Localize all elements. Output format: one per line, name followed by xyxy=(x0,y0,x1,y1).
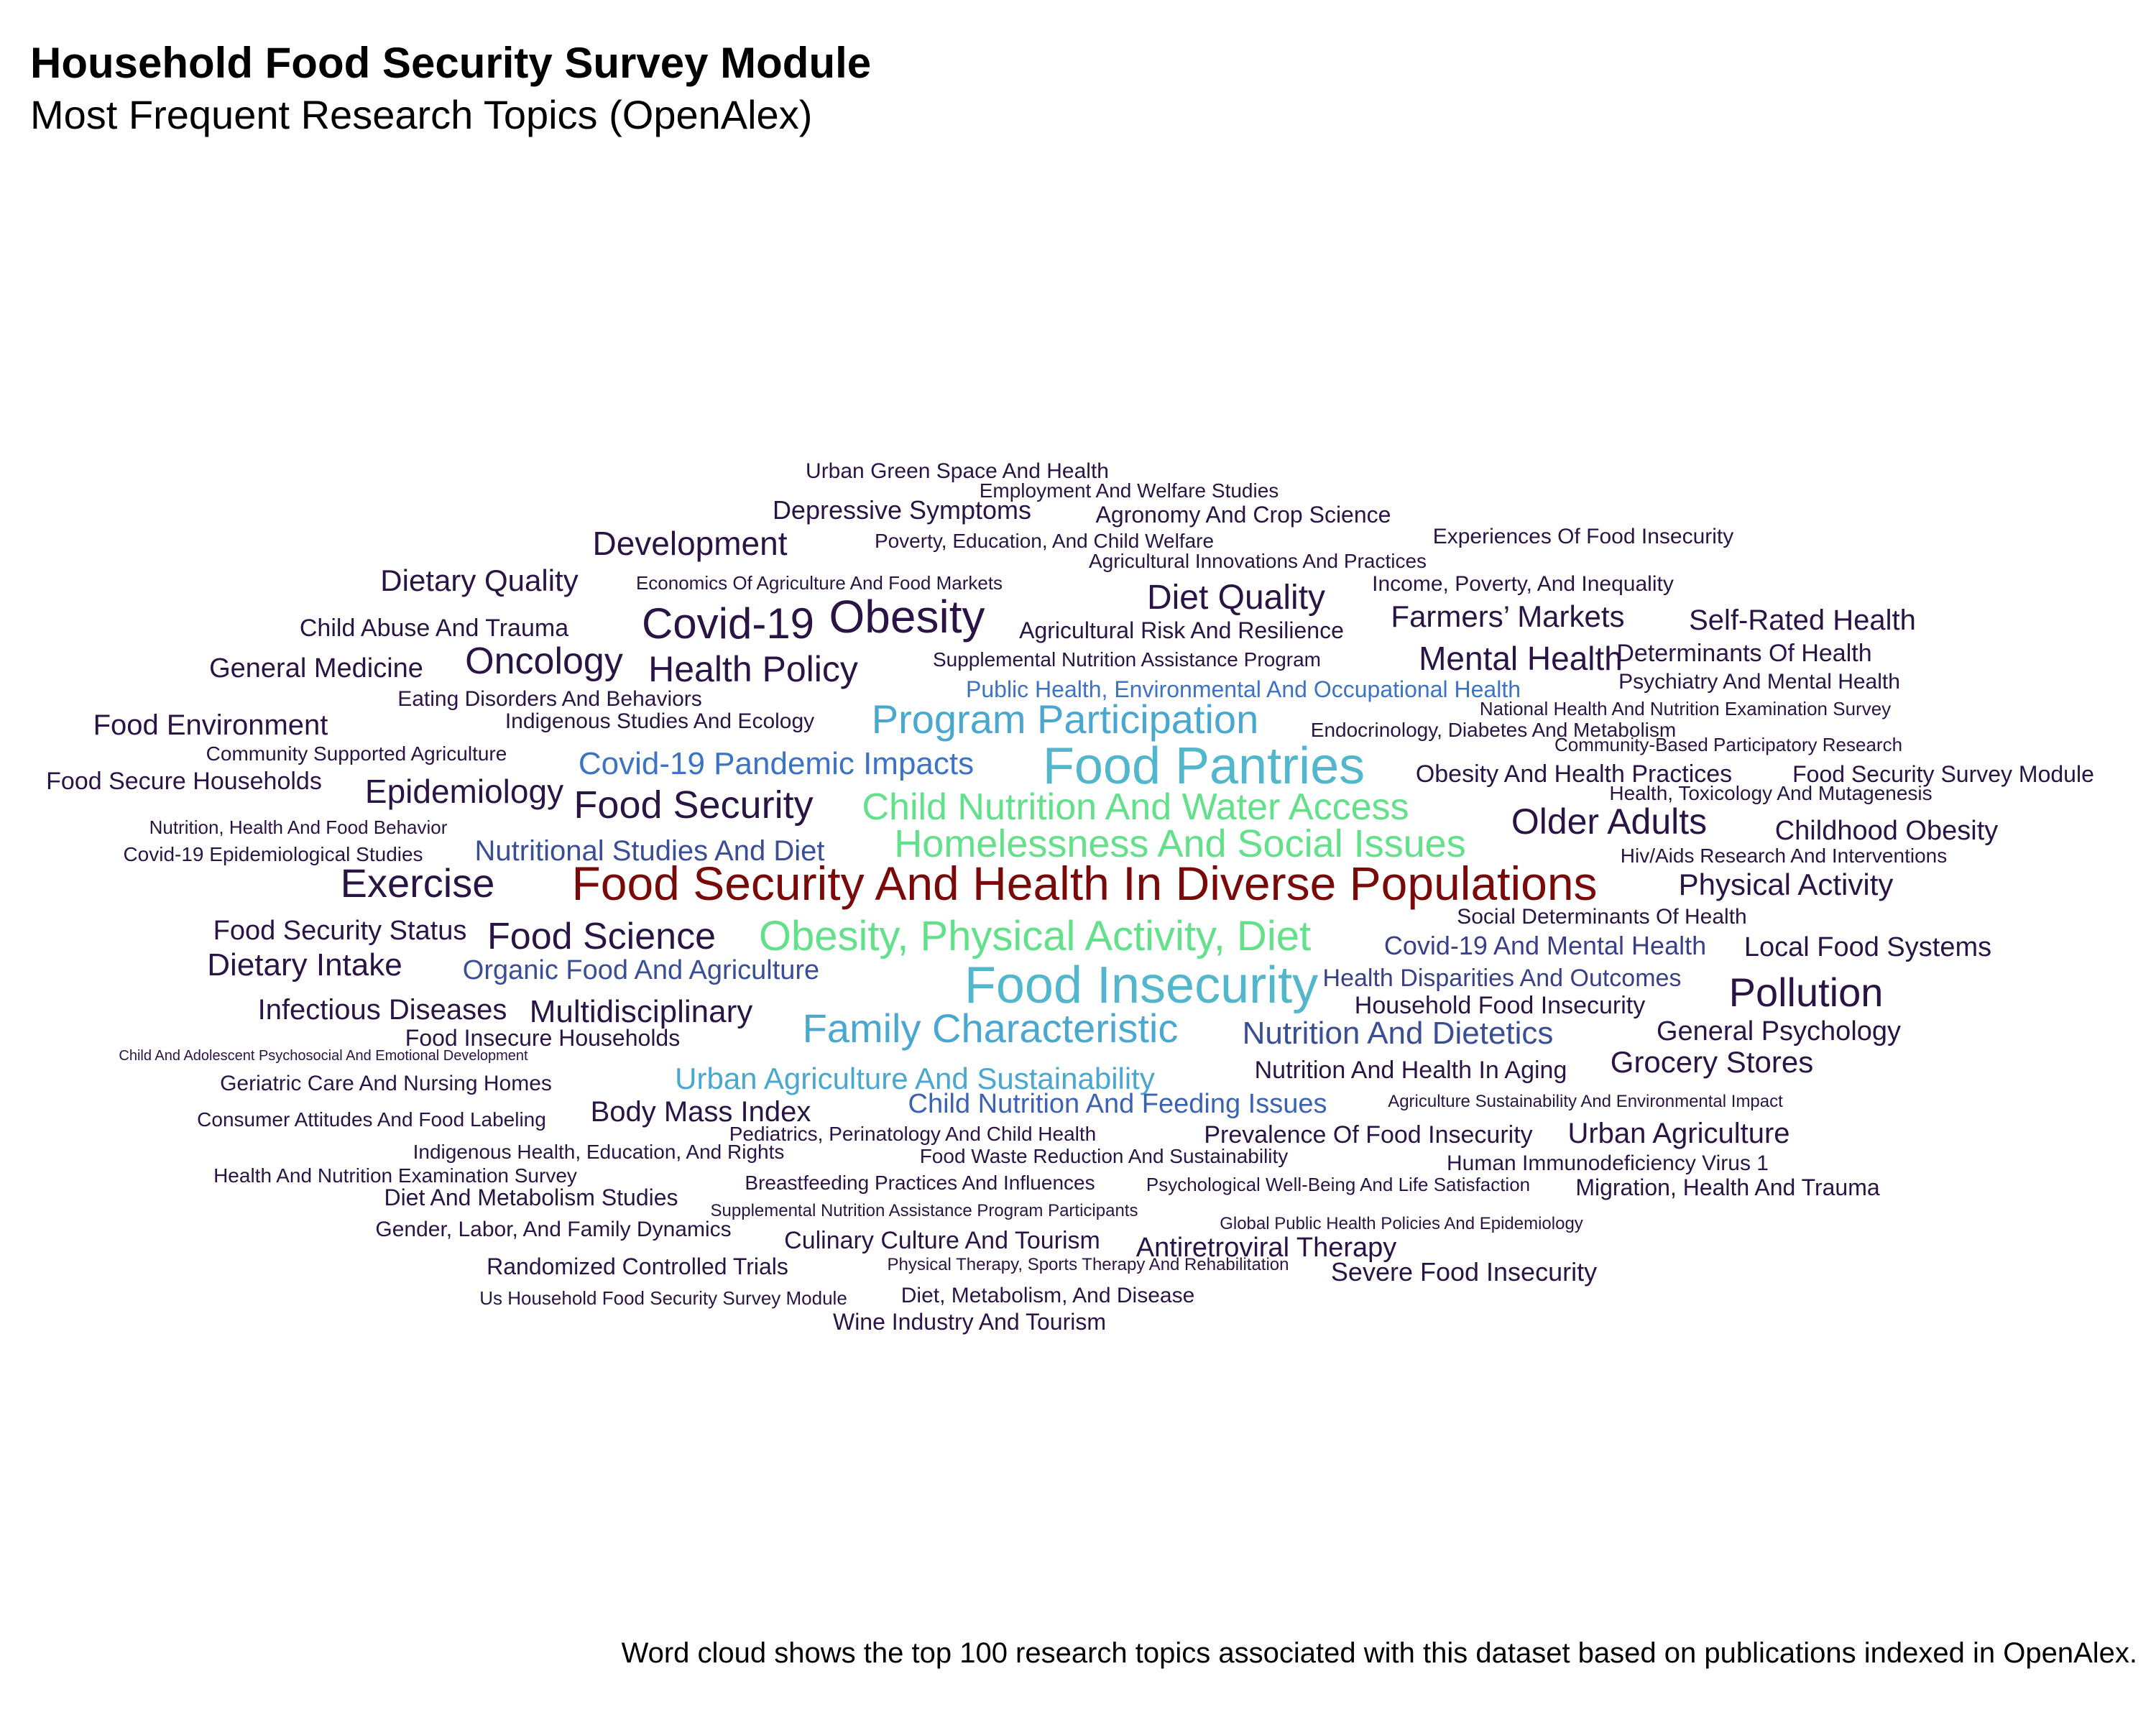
word-food-security-survey-module: Food Security Survey Module xyxy=(1792,761,2094,787)
word-nutrition-health-and-food-behavior: Nutrition, Health And Food Behavior xyxy=(149,816,448,838)
page-subtitle: Most Frequent Research Topics (OpenAlex) xyxy=(30,92,813,137)
word-hiv-aids-research-and-interventions: Hiv/Aids Research And Interventions xyxy=(1620,845,1948,867)
word-psychiatry-and-mental-health: Psychiatry And Mental Health xyxy=(1618,670,1900,694)
word-dietary-intake: Dietary Intake xyxy=(207,947,402,983)
word-agronomy-and-crop-science: Agronomy And Crop Science xyxy=(1095,502,1391,528)
word-experiences-of-food-insecurity: Experiences Of Food Insecurity xyxy=(1432,525,1734,548)
page-title: Household Food Security Survey Module xyxy=(30,39,872,87)
word-covid-19-epidemiological-studies: Covid-19 Epidemiological Studies xyxy=(123,843,423,865)
word-pollution: Pollution xyxy=(1728,970,1884,1015)
word-food-secure-households: Food Secure Households xyxy=(46,768,322,795)
word-indigenous-studies-and-ecology: Indigenous Studies And Ecology xyxy=(505,709,815,733)
word-child-nutrition-and-feeding-issues: Child Nutrition And Feeding Issues xyxy=(908,1089,1327,1119)
word-public-health-environmental-and-occupational-health: Public Health, Environmental And Occupational Health xyxy=(966,676,1521,702)
word-food-security: Food Security xyxy=(573,783,814,827)
word-migration-health-and-trauma: Migration, Health And Trauma xyxy=(1575,1174,1880,1200)
word-endocrinology-diabetes-and-metabolism: Endocrinology, Diabetes And Metabolism xyxy=(1310,719,1677,741)
word-childhood-obesity: Childhood Obesity xyxy=(1774,816,1999,846)
word-community-supported-agriculture: Community Supported Agriculture xyxy=(206,742,507,765)
word-health-policy: Health Policy xyxy=(648,649,858,689)
word-culinary-culture-and-tourism: Culinary Culture And Tourism xyxy=(784,1227,1100,1254)
word-obesity-physical-activity-diet: Obesity, Physical Activity, Diet xyxy=(758,913,1312,960)
word-diet-and-metabolism-studies: Diet And Metabolism Studies xyxy=(384,1184,678,1210)
word-physical-activity: Physical Activity xyxy=(1678,868,1894,901)
word-multidisciplinary: Multidisciplinary xyxy=(529,994,753,1029)
word-household-food-insecurity: Household Food Insecurity xyxy=(1354,992,1646,1019)
word-obesity: Obesity xyxy=(829,591,985,643)
word-farmers-markets: Farmers’ Markets xyxy=(1391,599,1625,633)
word-urban-green-space-and-health: Urban Green Space And Health xyxy=(806,459,1109,483)
word-dietary-quality: Dietary Quality xyxy=(380,564,579,597)
word-nutrition-and-dietetics: Nutrition And Dietetics xyxy=(1242,1016,1554,1051)
caption: Word cloud shows the top 100 research topics associated with this dataset based on publications indexed in OpenAlex. xyxy=(621,1637,2137,1669)
word-depressive-symptoms: Depressive Symptoms xyxy=(772,495,1032,525)
word-randomized-controlled-trials: Randomized Controlled Trials xyxy=(487,1254,788,1279)
word-agriculture-sustainability-and-environmental-impact: Agriculture Sustainability And Environmental Impact xyxy=(1388,1092,1783,1111)
word-child-nutrition-and-water-access: Child Nutrition And Water Access xyxy=(862,786,1409,828)
word-antiretroviral-therapy: Antiretroviral Therapy xyxy=(1135,1233,1397,1263)
word-global-public-health-policies-and-epidemiology: Global Public Health Policies And Epidemiology xyxy=(1220,1214,1583,1233)
word-geriatric-care-and-nursing-homes: Geriatric Care And Nursing Homes xyxy=(220,1072,552,1095)
word-urban-agriculture: Urban Agriculture xyxy=(1567,1118,1790,1149)
word-program-participation: Program Participation xyxy=(871,696,1259,742)
word-food-security-and-health-in-diverse-populations: Food Security And Health In Diverse Populations xyxy=(571,857,1598,910)
word-food-science: Food Science xyxy=(487,916,716,957)
word-child-abuse-and-trauma: Child Abuse And Trauma xyxy=(299,615,569,642)
word-epidemiology: Epidemiology xyxy=(364,773,564,810)
word-covid-19-and-mental-health: Covid-19 And Mental Health xyxy=(1383,931,1707,960)
word-food-security-status: Food Security Status xyxy=(213,916,467,946)
word-consumer-attitudes-and-food-labeling: Consumer Attitudes And Food Labeling xyxy=(197,1108,546,1131)
word-food-waste-reduction-and-sustainability: Food Waste Reduction And Sustainability xyxy=(919,1145,1289,1167)
word-eating-disorders-and-behaviors: Eating Disorders And Behaviors xyxy=(397,687,702,711)
word-food-insecurity: Food Insecurity xyxy=(964,957,1319,1014)
word-organic-food-and-agriculture: Organic Food And Agriculture xyxy=(462,955,820,985)
word-mental-health: Mental Health xyxy=(1419,640,1623,677)
word-income-poverty-and-inequality: Income, Poverty, And Inequality xyxy=(1372,572,1674,596)
word-supplemental-nutrition-assistance-program: Supplemental Nutrition Assistance Program xyxy=(932,648,1322,671)
word-food-environment: Food Environment xyxy=(93,709,328,741)
word-health-and-nutrition-examination-survey: Health And Nutrition Examination Survey xyxy=(213,1164,577,1187)
word-supplemental-nutrition-assistance-program-participants: Supplemental Nutrition Assistance Program Participants xyxy=(710,1201,1138,1220)
word-psychological-well-being-and-life-satisfaction: Psychological Well-Being And Life Satisfaction xyxy=(1146,1174,1531,1195)
word-community-based-participatory-research: Community-Based Participatory Research xyxy=(1554,734,1903,755)
word-breastfeeding-practices-and-influences: Breastfeeding Practices And Influences xyxy=(745,1172,1095,1194)
word-severe-food-insecurity: Severe Food Insecurity xyxy=(1330,1257,1598,1287)
word-urban-agriculture-and-sustainability: Urban Agriculture And Sustainability xyxy=(675,1062,1155,1095)
word-nutritional-studies-and-diet: Nutritional Studies And Diet xyxy=(474,835,825,867)
word-poverty-education-and-child-welfare: Poverty, Education, And Child Welfare xyxy=(874,530,1215,552)
word-older-adults: Older Adults xyxy=(1511,801,1708,842)
word-human-immunodeficiency-virus-1: Human Immunodeficiency Virus 1 xyxy=(1447,1151,1769,1175)
word-pediatrics-perinatology-and-child-health: Pediatrics, Perinatology And Child Health xyxy=(729,1123,1097,1145)
word-general-psychology: General Psychology xyxy=(1656,1016,1902,1046)
word-prevalence-of-food-insecurity: Prevalence Of Food Insecurity xyxy=(1204,1121,1533,1149)
word-covid-19-pandemic-impacts: Covid-19 Pandemic Impacts xyxy=(578,746,975,781)
word-economics-of-agriculture-and-food-markets: Economics Of Agriculture And Food Markets xyxy=(635,572,1003,594)
word-physical-therapy-sports-therapy-and-rehabilitation: Physical Therapy, Sports Therapy And Rehabilitation xyxy=(887,1255,1289,1274)
word-agricultural-risk-and-resilience: Agricultural Risk And Resilience xyxy=(1019,617,1344,643)
word-homelessness-and-social-issues: Homelessness And Social Issues xyxy=(894,822,1466,865)
word-indigenous-health-education-and-rights: Indigenous Health, Education, And Rights xyxy=(413,1141,785,1163)
word-diet-quality: Diet Quality xyxy=(1146,579,1326,617)
word-obesity-and-health-practices: Obesity And Health Practices xyxy=(1415,760,1733,788)
word-employment-and-welfare-studies: Employment And Welfare Studies xyxy=(979,479,1279,502)
word-health-toxicology-and-mutagenesis: Health, Toxicology And Mutagenesis xyxy=(1609,782,1932,804)
word-us-household-food-security-survey-module: Us Household Food Security Survey Module xyxy=(479,1287,847,1309)
word-wine-industry-and-tourism: Wine Industry And Tourism xyxy=(832,1309,1107,1335)
word-exercise: Exercise xyxy=(340,860,495,906)
word-determinants-of-health: Determinants Of Health xyxy=(1616,640,1872,667)
word-grocery-stores: Grocery Stores xyxy=(1610,1045,1814,1079)
word-body-mass-index: Body Mass Index xyxy=(590,1096,811,1128)
word-family-characteristic: Family Characteristic xyxy=(802,1006,1179,1051)
word-diet-metabolism-and-disease: Diet, Metabolism, And Disease xyxy=(900,1284,1195,1307)
word-child-and-adolescent-psychosocial-and-emotional-development: Child And Adolescent Psychosocial And Emotional Development xyxy=(119,1048,528,1064)
word-nutrition-and-health-in-aging: Nutrition And Health In Aging xyxy=(1254,1057,1567,1084)
word-covid-19: Covid-19 xyxy=(641,599,815,648)
word-food-insecure-households: Food Insecure Households xyxy=(405,1025,681,1051)
word-gender-labor-and-family-dynamics: Gender, Labor, And Family Dynamics xyxy=(375,1218,732,1241)
word-oncology: Oncology xyxy=(465,640,623,682)
word-health-disparities-and-outcomes: Health Disparities And Outcomes xyxy=(1322,965,1682,992)
word-national-health-and-nutrition-examination-survey: National Health And Nutrition Examination Survey xyxy=(1479,698,1892,719)
word-social-determinants-of-health: Social Determinants Of Health xyxy=(1457,905,1747,929)
word-self-rated-health: Self-Rated Health xyxy=(1689,604,1916,636)
word-local-food-systems: Local Food Systems xyxy=(1743,932,1992,962)
word-infectious-diseases: Infectious Diseases xyxy=(257,994,507,1026)
word-general-medicine: General Medicine xyxy=(209,653,423,684)
word-development: Development xyxy=(592,525,788,562)
word-food-pantries: Food Pantries xyxy=(1042,737,1365,795)
word-agricultural-innovations-and-practices: Agricultural Innovations And Practices xyxy=(1088,550,1427,572)
